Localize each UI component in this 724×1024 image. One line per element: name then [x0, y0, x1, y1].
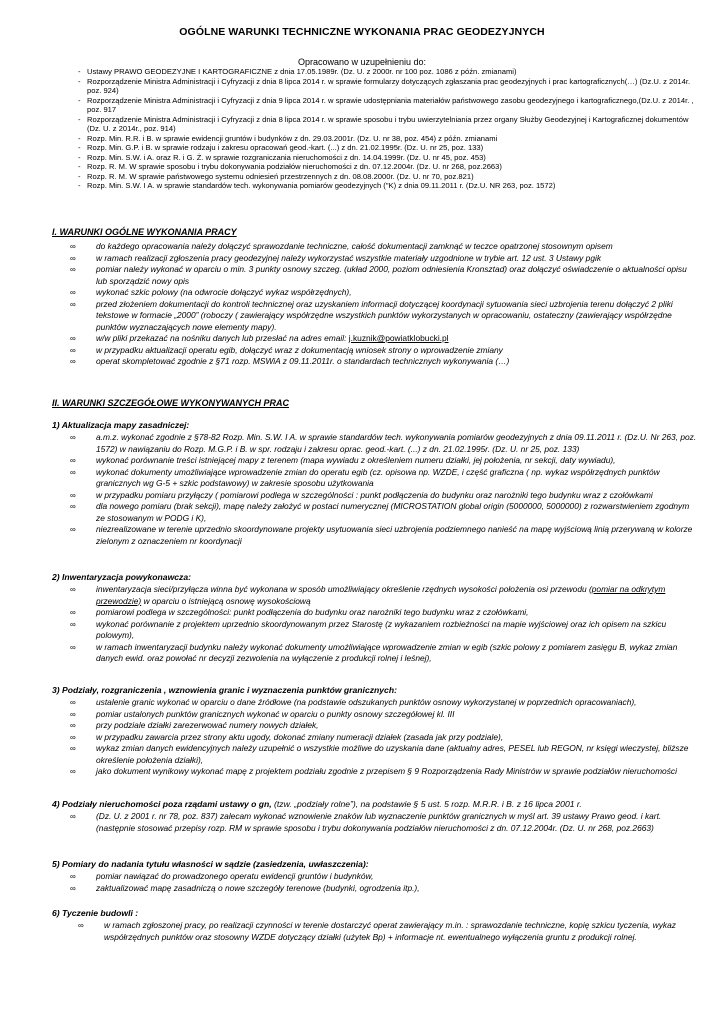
reference-item: - Rozporządzenie Ministra Administracji i Cyfryzacji z dnia 8 lipca 2014 r. w sprawie formularzy dotyczących zgłaszania prac geodezyjnych i prac kartograficznych(…) (Dz.U. z 2014r. poz. 924) — [78, 76, 691, 95]
reference-item: - Rozporządzenie Ministra Administracji i Cyfryzacji z dnia 8 lipca 2014 r. w sprawie sposobu i trybu uwierzytelniania przez organy Służby Geodezyjnej i Kartograficznej dokumentów (Dz. U. z 2014r., poz. 914) — [78, 114, 689, 133]
list-item: ∞ pomiar należy wykonać w oparciu o min. 3 punkty osnowy szczeg. (układ 2000, poziom odniesienia Kronsztad) oraz dołączyć oświadczenie o aktualności opisu lub sporządzić nowy opis — [70, 264, 687, 286]
bullet-icon: ∞ — [70, 642, 76, 652]
bullet-icon: ∞ — [70, 456, 76, 465]
list-item: ∞ w ramach inwentaryzacji budynku należy wykonać dokumenty umożliwiające wprowadzenie zmian w egib (szkic polowy z pomiarem zasięgu B, wykaz zmian danych ewid. oraz powołać nr decyzji zezwolenia na wyłączenie z produkcji rolnej i leśnej), — [70, 641, 678, 663]
section-2-heading: II. WARUNKI SZCZEGÓŁOWE WYKONYWANYCH PRAC — [52, 398, 289, 408]
list-item: ∞ jako dokument wynikowy wykonać mapę z projektem podziału zgodnie z przepisem § 9 Rozporządzenia Rady Ministrów w sprawie podziałów nieruchomości — [70, 766, 677, 776]
bullet-icon: ∞ — [70, 744, 76, 753]
bullet-icon: ∞ — [78, 921, 84, 930]
subsection-6-heading: 6) Tyczenie budowli : — [52, 908, 139, 918]
bullet-icon: ∞ — [70, 767, 76, 776]
section-1-heading: I. WARUNKI OGÓLNE WYKONANIA PRACY — [52, 227, 237, 237]
bullet-icon: ∞ — [70, 698, 76, 707]
subsection-6-list — [78, 920, 700, 943]
reference-item: - Rozp. Min. G.P. i B. w sprawie rodzaju i zakresu opracowań geod.-kart. (...) z dn. 21.02.1995r. (Dz. U. nr 25, poz. 133) — [78, 143, 484, 152]
list-item: ∞ inwentaryzacja sieci/przyłącza winna być wykonana w sposób umożliwiający określenie rzędnych wysokości położenia osi przewodu (pomiar na odkrytym przewodzie) w oparciu o istniejącą osnowę wysokościową — [70, 584, 666, 606]
reference-item: - Rozp. Min. S.W. i A. oraz R. i G. Ż. w sprawie rozgraniczania nieruchomości z dn. 14.04.1999r. (Dz. U. nr 45, poz. 453) — [78, 152, 486, 162]
list-item: ∞ a.m.z. wykonać zgodnie z §78-82 Rozp. Min. S.W. I A. w sprawie standardów tech. wykonywania pomiarów geodezyjnych z dnia 09.11.2011 r. (Dz.U. Nr 263, poz. 1572) w nawiązaniu do Rozp. M.G.P. i B. w spr. rodzaju i zakresu oprac. geod.-kart. (...) z dn. 21.02.1995r. (Dz. U. nr 25, poz. 133) — [70, 432, 697, 454]
subsection-1-list — [70, 432, 700, 547]
list-item: ∞ przy podziale działki zarezerwować numery nowych działek, — [70, 720, 319, 730]
bullet-icon: ∞ — [70, 525, 76, 534]
list-item: ∞ w przypadku aktualizacji operatu egib, dołączyć wraz z dokumentacją wniosek strony o wprowadzenie zmiany — [70, 344, 503, 355]
bullet-icon: ∞ — [70, 721, 76, 730]
list-item: ∞ do każdego opracowania należy dołączyć sprawozdanie techniczne, całość dokumentacji zamknąć w teczce opatrzonej stosownym opisem — [70, 241, 613, 251]
list-item: ∞ w/w pliki przekazać na nośniku danych lub przesłać na adres email: j.kuznik@powiatklobucki.pl — [70, 333, 449, 343]
reference-item: - Rozporządzenie Ministra Administracji i Cyfryzacji z dnia 9 lipca 2014 r. w sprawie udostępniania materiałów państwowego zasobu geodezyjnego i kartograficznego,(Dz.U. z 2014r. , poz. 917 — [78, 95, 694, 114]
email-link[interactable]: j.kuznik@powiatklobucki.pl — [348, 333, 449, 343]
list-item: ∞ wykonać dokumenty umożliwiające wprowadzenie zmian do operatu egib (cz. opisowa np. WZDE, i część graficzna ( np. wykaz współrzędnych punktów granicznych wg G-5 + szkic podstawowy) w zakresie sposobu użytkowania — [70, 466, 660, 488]
list-item: ∞ (Dz. U. z 2001 r. nr 78, poz. 837) zalecam wykonać wznowienie znaków lub wyznaczenie punktów granicznych w myśl art. 39 ustawy Prawo geod. i kart. (następnie stosować przepisy rozp. RM w sprawie sposobu i trybu dokonywania podziałów nieruchomości z dn. 07.12.2004r. (Dz. U. nr 268, poz.2663) — [70, 811, 662, 833]
bullet-icon: ∞ — [70, 433, 76, 442]
references-list — [78, 67, 698, 191]
bullet-icon: ∞ — [70, 467, 76, 477]
bullet-icon: ∞ — [70, 253, 76, 263]
reference-item: - Rozp. Min. R.R. i B. w sprawie ewidencji gruntów i budynków z dn. 29.03.2001r. (Dz. U. nr 38, poz. 454) z późn. zmianami — [78, 133, 498, 143]
subsection-4-heading: 4) Podziały nieruchomości poza rządami ustawy o gn, (tzw. „podziały rolne”), na podstawie § 5 ust. 5 rozp. M.R.R. i B. z 16 lipca 2001 r. — [52, 799, 582, 809]
bullet-icon: ∞ — [70, 619, 76, 629]
list-item: ∞ operat skompletować zgodnie z §71 rozp. MSWiA z 09.11.2011r. o standardach technicznych wykonywania (…) — [70, 356, 510, 366]
subsection-5-list — [70, 871, 700, 894]
list-item: ∞ w ramach realizacji zgłoszenia pracy geodezyjnej należy wykorzystać wszystkie materiały uzgodnione w trybie art. 12 ust. 3 Ustawy pgik — [70, 252, 602, 263]
list-item: ∞ pomiarowi podlega w szczególności: punkt podłączenia do budynku oraz narożniki tego budynku wraz z czołówkami, — [70, 607, 529, 617]
list-item: ∞ wykonać porównanie treści istniejącej mapy z terenem (mapa wywiadu z określeniem numeru działki, jej położenia, nr sekcji, daty wywiadu), — [70, 455, 616, 465]
list-item: ∞ pomiar ustalonych punktów granicznych wykonać w oparciu o punkty osnowy szczegółowej kl. III — [70, 708, 455, 719]
bullet-icon: ∞ — [70, 883, 76, 893]
reference-item: - Rozp. R. M. W sprawie sposobu i trybu dokonywania podziałów nieruchomości z dn. 07.12.2004r. (Dz. U. nr 268, poz.2663) — [78, 162, 502, 171]
bullet-icon: ∞ — [70, 357, 76, 366]
bullet-icon: ∞ — [70, 585, 76, 594]
reference-item: - Rozp. R. M. W sprawie państwowego systemu odniesień przestrzennych z dn. 08.08.2000r. (Dz. U. nr 70, poz.821) — [78, 171, 474, 181]
bullet-icon: ∞ — [70, 732, 76, 742]
document-title: OGÓLNE WARUNKI TECHNICZNE WYKONANIA PRAC GEODEZYJNYCH — [179, 26, 545, 38]
bullet-icon: ∞ — [70, 242, 76, 251]
bullet-icon: ∞ — [70, 490, 76, 500]
list-item: ∞ dla nowego pomiaru (brak sekcji), mapę należy założyć w postaci numerycznej (MICROSTATION global origin (5000000, 5000000) z rozwarstwieniem zgodnym ze stosowanym w PODG i K), — [70, 501, 690, 523]
list-item: ∞ przed złożeniem dokumentacji do kontroli technicznej oraz uzyskaniem informacji dotyczącej koordynacji sytuowania sieci uzbrojenia terenu dołączyć 2 pliki tekstowe w formacie „2000” (roboczy ( zawierający współrzędne wszystkich punktów wykorzystanych w opracowaniu, ostateczny (zawierający współrzędne punktów wyznaczających nowe elementy mapy). — [70, 298, 673, 332]
list-item: ∞ wykonać szkic polowy (na odwrocie dołączyć wykaz współrzędnych), — [70, 287, 352, 297]
section-1-list — [70, 241, 700, 368]
list-item: ∞ pomiar nawiązać do prowadzonego operatu ewidencji gruntów i budynków, — [70, 871, 374, 881]
list-item: ∞ niezrealizowane w terenie uprzednio skoordynowane projekty usytuowania sieci uzbrojenia podziemnego nanieść na mapę wyjściową linią przerywaną w kolorze zielonym z oznaczeniem nr koordynacji — [70, 524, 693, 546]
bullet-icon: ∞ — [70, 288, 76, 297]
reference-item: - Ustawy PRAWO GEODEZYJNE I KARTOGRAFICZNE z dnia 17.05.1989r. (Dz. U. z 2000r. nr 100 poz. 1086 z późn. zmianami) — [78, 67, 517, 76]
list-item: ∞ wykonać porównanie z projektem uprzednio skoordynowanym przez Starostę (z wykazaniem rozbieżności na mapie wyjściowej oraz ich opisem na szkicu polowym), — [70, 618, 667, 640]
list-item: ∞ w ramach zgłoszonej pracy, po realizacji czynności w terenie dostarczyć operat zawierający m.in. : sprawozdanie techniczne, kopię szkicu tyczenia, wykaz współrzędnych punktów oraz stosowny WZDE dotyczący działki (użytek Bp) + informacje nt. ewentualnego wyłączenia gruntu z produkcji rolnej. — [78, 920, 676, 942]
reference-item: - Rozp. Min. S.W. I A. w sprawie standardów tech. wykonywania pomiarów geodezyjnych ("K) z dnia 09.11.2011 r. (Dz.U. NR 263, poz. 1572) — [78, 181, 556, 190]
subsection-4-list — [70, 811, 700, 834]
list-item: ∞ wykaz zmian danych ewidencyjnych należy uzupełnić o wszystkie możliwe do uzyskania dane (aktualny adres, PESEL lub REGON, nr księgi wieczystej, bliższe określenie położenia działki), — [70, 743, 689, 765]
subsection-3-heading: 3) Podziały, rozgraniczenia , wznowienia granic i wyznaczenia punktów granicznych: — [52, 685, 397, 695]
list-item: ∞ ustalenie granic wykonać w oparciu o dane źródłowe (na podstawie odszukanych punktów osnowy wykorzystanej w poprzednich opracowaniach), — [70, 697, 637, 707]
subsection-2-list — [70, 584, 700, 665]
subsection-5-heading: 5) Pomiary do nadania tytułu własności w sądzie (zasiedzenia, uwłaszczenia): — [52, 859, 369, 869]
bullet-icon: ∞ — [70, 265, 76, 274]
subsection-3-list — [70, 697, 700, 778]
bullet-icon: ∞ — [70, 608, 76, 617]
bullet-icon: ∞ — [70, 502, 76, 511]
bullet-icon: ∞ — [70, 299, 76, 309]
list-item: ∞ w przypadku zawarcia przez strony aktu ugody, dokonać zmiany numeracji działek (zasada jak przy podziale), — [70, 731, 504, 742]
bullet-icon: ∞ — [70, 334, 76, 343]
bullet-icon: ∞ — [70, 872, 76, 881]
list-item: ∞ zaktualizować mapę zasadniczą o nowe szczegóły terenowe (budynki, ogrodzenia itp.), — [70, 882, 420, 893]
bullet-icon: ∞ — [70, 812, 76, 821]
document-subtitle: Opracowano w uzupełnieniu do: — [297, 57, 427, 67]
list-item: ∞ w przypadku pomiaru przyłączy ( pomiarowi podlega w szczególności : punkt podłączenia do budynku oraz narożniki tego budynku wraz z czołówkami — [70, 489, 653, 500]
subsection-2-heading: 2) Inwentaryzacja powykonawcza: — [52, 572, 191, 582]
subsection-1-heading: 1) Aktualizacja mapy zasadniczej: — [52, 420, 190, 430]
bullet-icon: ∞ — [70, 345, 76, 355]
bullet-icon: ∞ — [70, 709, 76, 719]
